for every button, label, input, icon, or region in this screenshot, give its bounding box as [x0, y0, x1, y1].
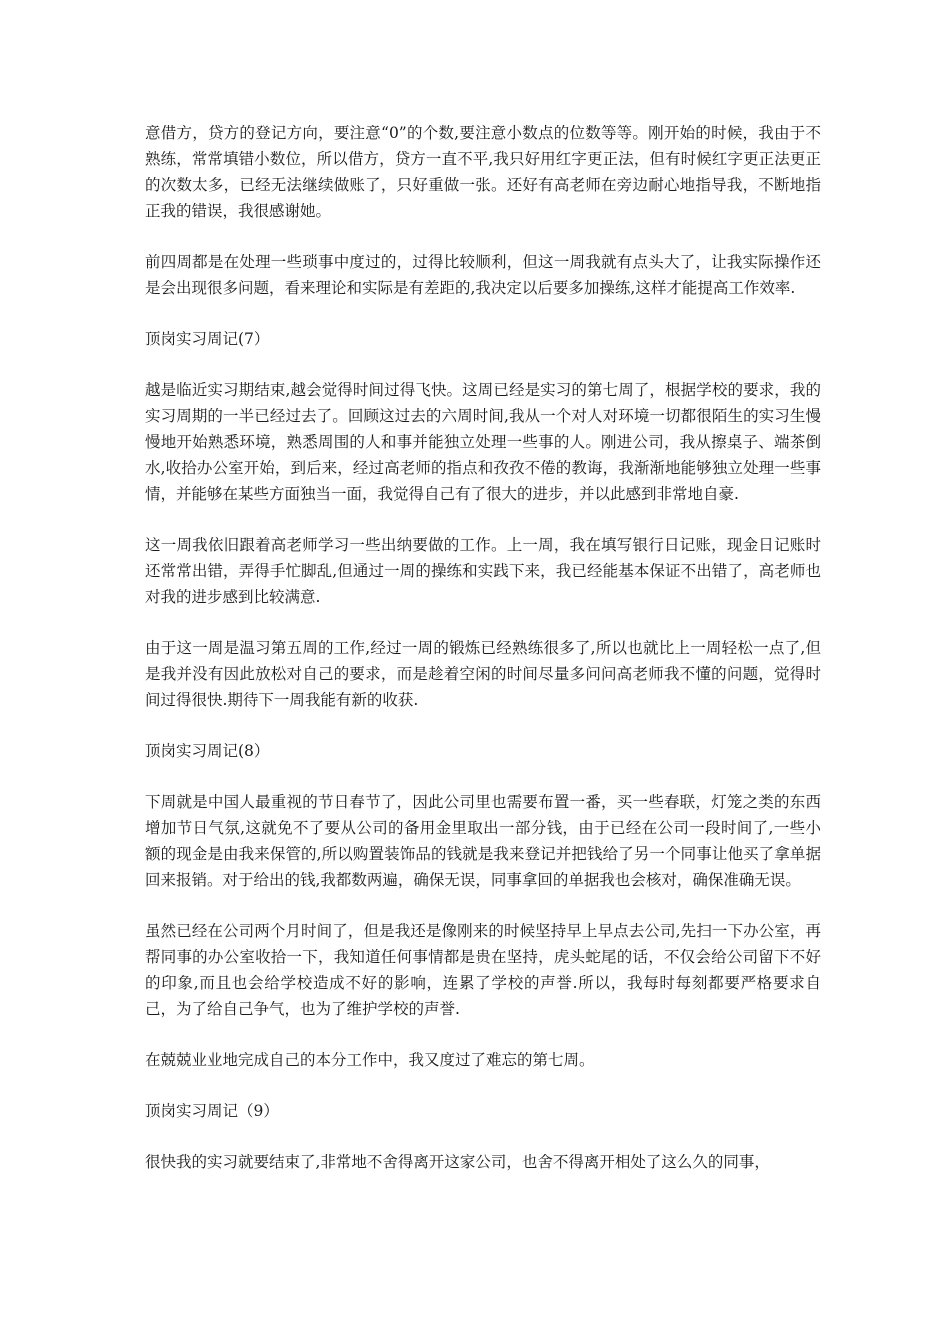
paragraph-week-7-intro: 越是临近实习期结束,越会觉得时间过得飞快。这周已经是实习的第七周了，根据学校的要求，我的实习周期的一半已经过去了。回顾这过去的六周时间,我从一个对人对环境一切都很陌生的实习生慢慢地开始熟悉环境，熟悉周围的人和事并能独立处理一些事的人。刚进公司，我从擦桌子、端茶倒水,收拾办公室开始，到后来，经过高老师的指点和孜孜不倦的教诲，我渐渐地能够独立处理一些事情，并能够在某些方面独当一面，我觉得自己有了很大的进步，并以此感到非常地自豪. [145, 381, 821, 503]
document-page [145, 120, 821, 1175]
paragraph-week-7-review: 由于这一周是温习第五周的工作,经过一周的锻炼已经熟练很多了,所以也就比上一周轻松一点了,但是我并没有因此放松对自己的要求，而是趁着空闲的时间尽量多问问高老师我不懂的问题，觉得时间过得很快.期待下一周我能有新的收获. [145, 639, 821, 709]
paragraph-first-four-weeks: 前四周都是在处理一些琐事中度过的，过得比较顺利，但这一周我就有点头大了，让我实际操作还是会出现很多问题，看来理论和实际是有差距的,我决定以后要多加操练,这样才能提高工作效率. [145, 253, 821, 297]
heading-week-8: 顶岗实习周记(8） [145, 742, 270, 760]
heading-week-7: 顶岗实习周记(7） [145, 330, 270, 348]
paragraph-week-8-persistence: 虽然已经在公司两个月时间了，但是我还是像刚来的时候坚持早上早点去公司,先扫一下办公室，再帮同事的办公室收拾一下，我知道任何事情都是贵在坚持，虎头蛇尾的话，不仅会给公司留下不好的印象,而且也会给学校造成不好的影响，连累了学校的声誉.所以，我每时每刻都要严格要求自己，为了给自己争气，也为了维护学校的声誉. [145, 922, 821, 1018]
paragraph-week-7-cashier: 这一周我依旧跟着高老师学习一些出纳要做的工作。上一周，我在填写银行日记账，现金日记账时还常常出错，弄得手忙脚乱,但通过一周的操练和实践下来，我已经能基本保证不出错了，高老师也对我的进步感到比较满意. [145, 536, 821, 606]
paragraph-week-8-closing: 在兢兢业业地完成自己的本分工作中，我又度过了难忘的第七周。 [145, 1051, 595, 1069]
paragraph-week-9-intro: 很快我的实习就要结束了,非常地不舍得离开这家公司，也舍不得离开相处了这么久的同事， [145, 1153, 770, 1171]
paragraph-accounting-errors: 意借方，贷方的登记方向，要注意“0”的个数,要注意小数点的位数等等。刚开始的时候，我由于不熟练，常常填错小数位，所以借方，贷方一直不平,我只好用红字更正法，但有时候红字更正法更正的次数太多，已经无法继续做账了，只好重做一张。还好有高老师在旁边耐心地指导我，不断地指正我的错误，我很感谢她。 [145, 124, 821, 220]
paragraph-week-8-spring-festival: 下周就是中国人最重视的节日春节了，因此公司里也需要布置一番，买一些春联，灯笼之类的东西增加节日气氛,这就免不了要从公司的备用金里取出一部分钱，由于已经在公司一段时间了,一些小额的现金是由我来保管的,所以购置装饰品的钱就是我来登记并把钱给了另一个同事让他买了拿单据回来报销。对于给出的钱,我都数两遍，确保无误，同事拿回的单据我也会核对，确保准确无误。 [145, 793, 821, 889]
heading-week-9: 顶岗实习周记（9） [145, 1102, 279, 1120]
